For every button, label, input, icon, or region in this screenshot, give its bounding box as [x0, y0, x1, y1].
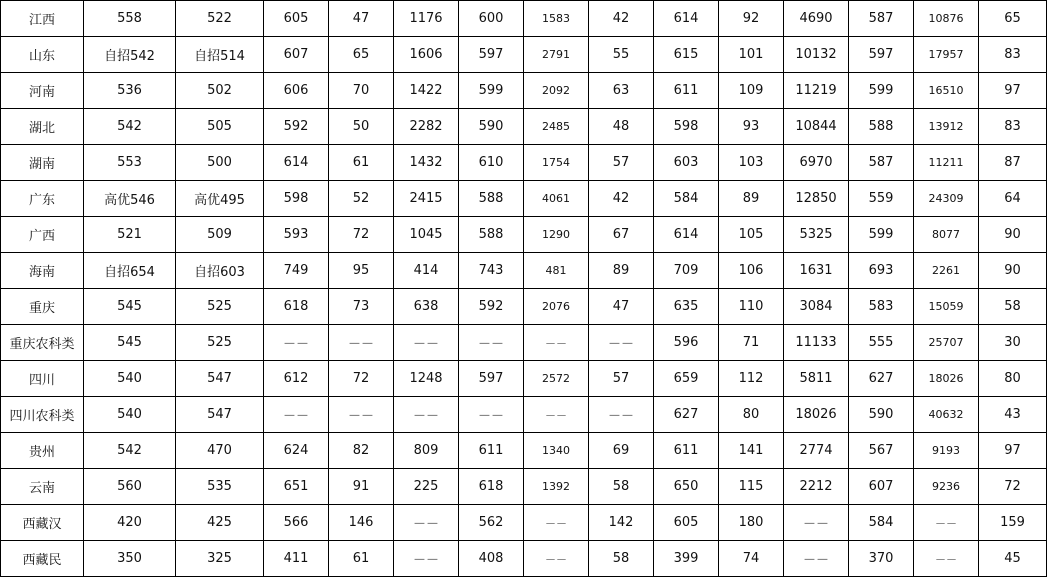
score-cell: 659 [654, 361, 719, 397]
score-cell: 603 [654, 145, 719, 181]
score-cell: 605 [654, 505, 719, 541]
score-cell: 110 [719, 289, 784, 325]
score-cell: 43 [979, 397, 1047, 433]
score-cell: 87 [979, 145, 1047, 181]
score-cell: 607 [264, 37, 329, 73]
score-cell: －－ [264, 325, 329, 361]
score-cell: 82 [329, 433, 394, 469]
score-cell: 9193 [914, 433, 979, 469]
table-row [1, 1, 1047, 37]
score-cell: 92 [719, 1, 784, 37]
score-cell: －－ [459, 397, 524, 433]
score-cell: 500 [176, 145, 264, 181]
score-cell: 597 [849, 37, 914, 73]
score-cell: 2415 [394, 181, 459, 217]
score-cell: 69 [589, 433, 654, 469]
region-cell: 广西 [1, 217, 84, 253]
table-row [1, 361, 1047, 397]
score-cell: 146 [329, 505, 394, 541]
score-cell: 592 [459, 289, 524, 325]
score-cell: 50 [329, 109, 394, 145]
table-row [1, 469, 1047, 505]
score-cell: 9236 [914, 469, 979, 505]
score-cell: 650 [654, 469, 719, 505]
score-cell: 73 [329, 289, 394, 325]
region-cell: 云南 [1, 469, 84, 505]
score-cell: 1340 [524, 433, 589, 469]
score-cell: 1631 [784, 253, 849, 289]
score-cell: 95 [329, 253, 394, 289]
table-row [1, 145, 1047, 181]
region-cell: 重庆 [1, 289, 84, 325]
score-cell: 614 [264, 145, 329, 181]
score-cell: 70 [329, 73, 394, 109]
score-cell: 72 [329, 361, 394, 397]
region-cell: 江西 [1, 1, 84, 37]
score-cell: 180 [719, 505, 784, 541]
region-cell: 西藏汉 [1, 505, 84, 541]
score-cell: 638 [394, 289, 459, 325]
score-cell: 57 [589, 145, 654, 181]
score-cell: 598 [654, 109, 719, 145]
score-cell: 18026 [914, 361, 979, 397]
score-cell: 425 [176, 505, 264, 541]
score-cell: 1606 [394, 37, 459, 73]
score-cell: 自招514 [176, 37, 264, 73]
score-cell: 30 [979, 325, 1047, 361]
score-cell: 470 [176, 433, 264, 469]
region-cell: 贵州 [1, 433, 84, 469]
region-cell: 四川农科类 [1, 397, 84, 433]
table-body [1, 1, 1047, 577]
score-cell: 2282 [394, 109, 459, 145]
score-cell: 1583 [524, 1, 589, 37]
score-cell: －－ [914, 541, 979, 577]
score-cell: 40632 [914, 397, 979, 433]
score-cell: 607 [849, 469, 914, 505]
score-cell: －－ [784, 505, 849, 541]
score-cell: －－ [589, 325, 654, 361]
score-cell: 350 [84, 541, 176, 577]
score-cell: 610 [459, 145, 524, 181]
score-cell: －－ [394, 325, 459, 361]
score-cell: －－ [914, 505, 979, 541]
table-row [1, 73, 1047, 109]
score-cell: 105 [719, 217, 784, 253]
score-cell: 4690 [784, 1, 849, 37]
score-cell: 535 [176, 469, 264, 505]
score-cell: 584 [654, 181, 719, 217]
score-cell: 5325 [784, 217, 849, 253]
score-cell: 588 [459, 181, 524, 217]
score-cell: 370 [849, 541, 914, 577]
score-cell: －－ [264, 397, 329, 433]
score-cell: 97 [979, 73, 1047, 109]
score-cell: －－ [589, 397, 654, 433]
score-cell: －－ [524, 325, 589, 361]
score-cell: 583 [849, 289, 914, 325]
score-cell: 743 [459, 253, 524, 289]
table-row [1, 505, 1047, 541]
score-cell: 65 [329, 37, 394, 73]
score-cell: 596 [654, 325, 719, 361]
score-cell: 13912 [914, 109, 979, 145]
score-cell: 521 [84, 217, 176, 253]
score-cell: 61 [329, 145, 394, 181]
region-cell: 广东 [1, 181, 84, 217]
score-cell: 540 [84, 361, 176, 397]
region-cell: 山东 [1, 37, 84, 73]
score-cell: 10132 [784, 37, 849, 73]
score-cell: 600 [459, 1, 524, 37]
score-cell: 2212 [784, 469, 849, 505]
region-cell: 湖南 [1, 145, 84, 181]
score-cell: 592 [264, 109, 329, 145]
score-cell: 597 [459, 37, 524, 73]
score-cell: －－ [394, 505, 459, 541]
score-cell: 618 [264, 289, 329, 325]
score-cell: 505 [176, 109, 264, 145]
score-cell: 635 [654, 289, 719, 325]
score-cell: 72 [329, 217, 394, 253]
score-cell: 2485 [524, 109, 589, 145]
table-row [1, 253, 1047, 289]
score-cell: 2092 [524, 73, 589, 109]
score-cell: 97 [979, 433, 1047, 469]
score-cell: 15059 [914, 289, 979, 325]
score-cell: 58 [979, 289, 1047, 325]
score-cell: －－ [524, 397, 589, 433]
score-cell: 1392 [524, 469, 589, 505]
score-cell: 高优495 [176, 181, 264, 217]
score-cell: 3084 [784, 289, 849, 325]
score-cell: 611 [654, 433, 719, 469]
score-cell: 6970 [784, 145, 849, 181]
score-cell: 1754 [524, 145, 589, 181]
region-cell: 河南 [1, 73, 84, 109]
score-cell: 627 [849, 361, 914, 397]
score-cell: 25707 [914, 325, 979, 361]
score-cell: 599 [849, 217, 914, 253]
score-cell: 540 [84, 397, 176, 433]
score-cell: 545 [84, 289, 176, 325]
score-cell: 91 [329, 469, 394, 505]
score-cell: 90 [979, 217, 1047, 253]
score-cell: 414 [394, 253, 459, 289]
score-cell: 749 [264, 253, 329, 289]
region-cell: 重庆农科类 [1, 325, 84, 361]
score-cell: 142 [589, 505, 654, 541]
score-cell: 93 [719, 109, 784, 145]
score-cell: 16510 [914, 73, 979, 109]
score-cell: 1290 [524, 217, 589, 253]
score-cell: 627 [654, 397, 719, 433]
score-cell: 599 [459, 73, 524, 109]
region-cell: 海南 [1, 253, 84, 289]
score-cell: 542 [84, 109, 176, 145]
score-cell: 587 [849, 1, 914, 37]
score-cell: 606 [264, 73, 329, 109]
score-cell: 2572 [524, 361, 589, 397]
score-cell: 18026 [784, 397, 849, 433]
score-cell: 553 [84, 145, 176, 181]
score-cell: 408 [459, 541, 524, 577]
score-cell: 89 [589, 253, 654, 289]
score-cell: 72 [979, 469, 1047, 505]
score-cell: 590 [849, 397, 914, 433]
score-cell: 2774 [784, 433, 849, 469]
score-cell: 555 [849, 325, 914, 361]
score-cell: 61 [329, 541, 394, 577]
table-row [1, 433, 1047, 469]
score-cell: 1248 [394, 361, 459, 397]
score-cell: 自招542 [84, 37, 176, 73]
score-cell: －－ [394, 397, 459, 433]
score-cell: 103 [719, 145, 784, 181]
score-cell: 67 [589, 217, 654, 253]
score-cell: 12850 [784, 181, 849, 217]
score-cell: 598 [264, 181, 329, 217]
score-cell: 10876 [914, 1, 979, 37]
region-cell: 湖北 [1, 109, 84, 145]
score-cell: 自招654 [84, 253, 176, 289]
score-cell: 614 [654, 1, 719, 37]
table-row [1, 289, 1047, 325]
score-cell: 45 [979, 541, 1047, 577]
score-cell: －－ [524, 505, 589, 541]
score-cell: 自招603 [176, 253, 264, 289]
score-cell: 509 [176, 217, 264, 253]
score-cell: 542 [84, 433, 176, 469]
score-cell: 11133 [784, 325, 849, 361]
score-cell: 83 [979, 109, 1047, 145]
score-cell: －－ [459, 325, 524, 361]
table-row [1, 217, 1047, 253]
score-cell: 593 [264, 217, 329, 253]
score-cell: 399 [654, 541, 719, 577]
score-cell: 159 [979, 505, 1047, 541]
score-cell: 560 [84, 469, 176, 505]
score-cell: 90 [979, 253, 1047, 289]
score-cell: 566 [264, 505, 329, 541]
score-cell: 1432 [394, 145, 459, 181]
score-cell: 1045 [394, 217, 459, 253]
score-cell: －－ [524, 541, 589, 577]
score-cell: 74 [719, 541, 784, 577]
score-cell: 141 [719, 433, 784, 469]
score-cell: 17957 [914, 37, 979, 73]
score-cell: 5811 [784, 361, 849, 397]
table-row [1, 109, 1047, 145]
score-cell: 809 [394, 433, 459, 469]
score-cell: 58 [589, 541, 654, 577]
score-cell: 8077 [914, 217, 979, 253]
score-cell: 588 [459, 217, 524, 253]
score-cell: 4061 [524, 181, 589, 217]
score-cell: 693 [849, 253, 914, 289]
score-cell: 502 [176, 73, 264, 109]
score-cell: －－ [329, 325, 394, 361]
score-cell: 325 [176, 541, 264, 577]
score-cell: 597 [459, 361, 524, 397]
score-cell: 高优546 [84, 181, 176, 217]
score-cell: 47 [329, 1, 394, 37]
score-cell: 2791 [524, 37, 589, 73]
score-cell: 525 [176, 289, 264, 325]
score-cell: 612 [264, 361, 329, 397]
score-cell: 611 [654, 73, 719, 109]
score-cell: 562 [459, 505, 524, 541]
table-row [1, 181, 1047, 217]
score-cell: 89 [719, 181, 784, 217]
table-row [1, 37, 1047, 73]
score-cell: 559 [849, 181, 914, 217]
score-cell: 65 [979, 1, 1047, 37]
table-row [1, 397, 1047, 433]
score-cell: 588 [849, 109, 914, 145]
table-row [1, 541, 1047, 577]
score-cell: 42 [589, 181, 654, 217]
score-cell: 2261 [914, 253, 979, 289]
score-cell: 42 [589, 1, 654, 37]
score-cell: 651 [264, 469, 329, 505]
score-cell: 587 [849, 145, 914, 181]
score-cell: 58 [589, 469, 654, 505]
score-cell: －－ [784, 541, 849, 577]
score-cell: 567 [849, 433, 914, 469]
score-cell: 411 [264, 541, 329, 577]
score-cell: 225 [394, 469, 459, 505]
score-cell: 2076 [524, 289, 589, 325]
score-cell: 1176 [394, 1, 459, 37]
score-cell: 64 [979, 181, 1047, 217]
score-cell: 115 [719, 469, 784, 505]
score-cell: 11219 [784, 73, 849, 109]
score-cell: 558 [84, 1, 176, 37]
score-cell: 57 [589, 361, 654, 397]
score-cell: 605 [264, 1, 329, 37]
score-cell: 481 [524, 253, 589, 289]
score-cell: 80 [979, 361, 1047, 397]
score-cell: 420 [84, 505, 176, 541]
score-cell: 624 [264, 433, 329, 469]
score-cell: 47 [589, 289, 654, 325]
score-cell: 80 [719, 397, 784, 433]
region-cell: 西藏民 [1, 541, 84, 577]
score-cell: 52 [329, 181, 394, 217]
score-cell: 590 [459, 109, 524, 145]
score-cell: 611 [459, 433, 524, 469]
score-cell: 547 [176, 397, 264, 433]
table-row [1, 325, 1047, 361]
score-cell: 24309 [914, 181, 979, 217]
score-cell: 101 [719, 37, 784, 73]
score-cell: 11211 [914, 145, 979, 181]
score-cell: 545 [84, 325, 176, 361]
score-cell: 10844 [784, 109, 849, 145]
score-cell: 83 [979, 37, 1047, 73]
score-cell: 536 [84, 73, 176, 109]
score-cell: 614 [654, 217, 719, 253]
score-cell: 525 [176, 325, 264, 361]
score-cell: 709 [654, 253, 719, 289]
score-cell: －－ [329, 397, 394, 433]
score-cell: 48 [589, 109, 654, 145]
score-cell: 1422 [394, 73, 459, 109]
score-cell: 618 [459, 469, 524, 505]
region-cell: 四川 [1, 361, 84, 397]
score-cell: 63 [589, 73, 654, 109]
score-cell: 547 [176, 361, 264, 397]
score-cell: 599 [849, 73, 914, 109]
score-cell: 55 [589, 37, 654, 73]
score-cell: 522 [176, 1, 264, 37]
score-cell: 584 [849, 505, 914, 541]
score-cell: －－ [394, 541, 459, 577]
score-cell: 71 [719, 325, 784, 361]
score-cell: 109 [719, 73, 784, 109]
score-cell: 112 [719, 361, 784, 397]
score-cell: 106 [719, 253, 784, 289]
score-cell: 615 [654, 37, 719, 73]
